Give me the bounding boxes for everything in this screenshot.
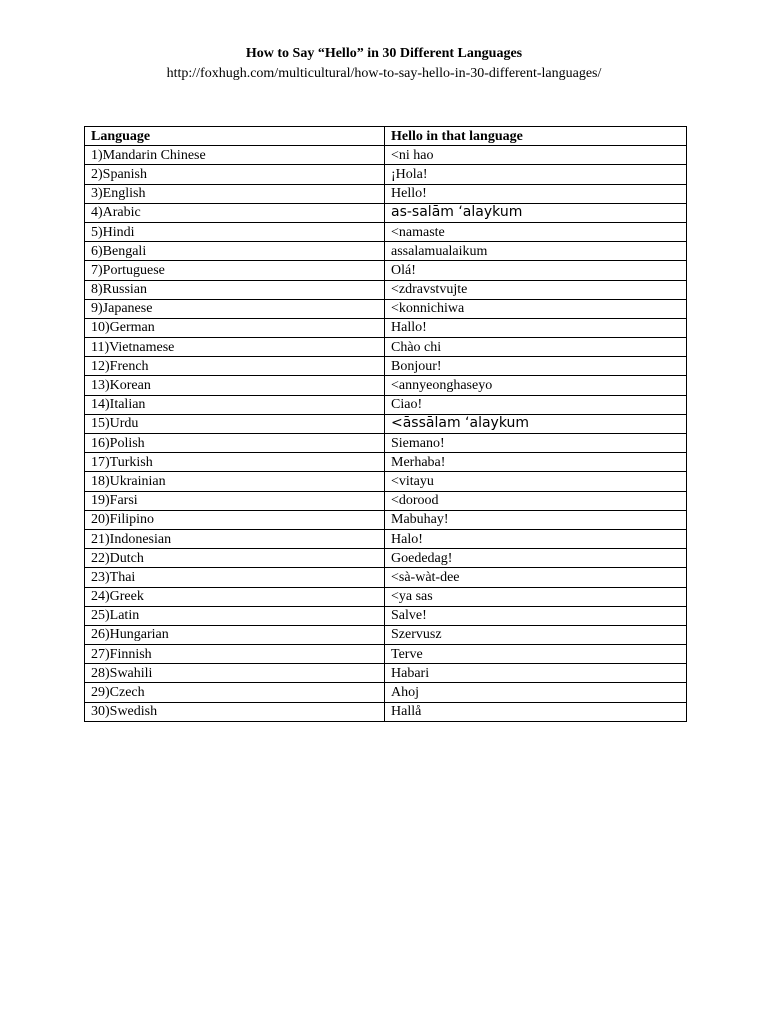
hello-cell: <sà-wàt-dee — [385, 568, 687, 587]
table-row — [85, 357, 687, 376]
language-cell: 5)Hindi — [85, 222, 385, 241]
language-cell: 14)Italian — [85, 395, 385, 414]
table-row — [85, 414, 687, 433]
language-cell: 4)Arabic — [85, 203, 385, 222]
table-row — [85, 318, 687, 337]
table-row — [85, 146, 687, 165]
document-header — [0, 44, 768, 84]
language-cell: 3)English — [85, 184, 385, 203]
hello-cell: Goededag! — [385, 549, 687, 568]
table-row — [85, 242, 687, 261]
hello-cell: Ahoj — [385, 683, 687, 702]
table-row — [85, 587, 687, 606]
hello-cell: assalamualaikum — [385, 242, 687, 261]
table-row — [85, 165, 687, 184]
table-row — [85, 625, 687, 644]
table-row — [85, 568, 687, 587]
language-cell: 1)Mandarin Chinese — [85, 146, 385, 165]
table-row — [85, 280, 687, 299]
hello-cell: Hallo! — [385, 318, 687, 337]
hello-cell: Merhaba! — [385, 453, 687, 472]
hello-cell: Olá! — [385, 261, 687, 280]
language-cell: 13)Korean — [85, 376, 385, 395]
table-row — [85, 222, 687, 241]
hello-cell: Terve — [385, 645, 687, 664]
hello-cell: <namaste — [385, 222, 687, 241]
language-cell: 19)Farsi — [85, 491, 385, 510]
table-row — [85, 606, 687, 625]
table-row — [85, 395, 687, 414]
table-row — [85, 491, 687, 510]
language-cell: 15)Urdu — [85, 414, 385, 433]
hello-cell: Halo! — [385, 529, 687, 548]
hello-cell: Hallå — [385, 702, 687, 721]
hello-cell: ¡Hola! — [385, 165, 687, 184]
hello-cell: Hello! — [385, 184, 687, 203]
hello-cell: Mabuhay! — [385, 510, 687, 529]
language-cell: 8)Russian — [85, 280, 385, 299]
hello-cell: <konnichiwa — [385, 299, 687, 318]
table-row — [85, 472, 687, 491]
table-row — [85, 299, 687, 318]
hello-cell: Siemano! — [385, 434, 687, 453]
language-cell: 30)Swedish — [85, 702, 385, 721]
language-cell: 10)German — [85, 318, 385, 337]
language-cell: 20)Filipino — [85, 510, 385, 529]
language-cell: 2)Spanish — [85, 165, 385, 184]
table-row — [85, 702, 687, 721]
language-cell: 16)Polish — [85, 434, 385, 453]
table-row — [85, 645, 687, 664]
language-cell: 28)Swahili — [85, 664, 385, 683]
table-row — [85, 510, 687, 529]
table-row — [85, 664, 687, 683]
source-url: http://foxhugh.com/multicultural/how-to-say-hello-in-30-different-languages/ — [166, 66, 602, 81]
table-row — [85, 529, 687, 548]
language-cell: 17)Turkish — [85, 453, 385, 472]
hello-cell: Chào chi — [385, 338, 687, 357]
language-cell: 21)Indonesian — [85, 529, 385, 548]
table-row — [85, 453, 687, 472]
table-row — [85, 376, 687, 395]
document-title: How to Say “Hello” in 30 Different Languages — [245, 46, 523, 61]
language-cell: 18)Ukrainian — [85, 472, 385, 491]
language-cell: 11)Vietnamese — [85, 338, 385, 357]
language-cell: 25)Latin — [85, 606, 385, 625]
table-row — [85, 338, 687, 357]
language-cell: 23)Thai — [85, 568, 385, 587]
language-cell: 7)Portuguese — [85, 261, 385, 280]
language-cell: 26)Hungarian — [85, 625, 385, 644]
hello-cell: <āssālam ‘alaykum — [385, 414, 687, 433]
hello-cell: Bonjour! — [385, 357, 687, 376]
hello-cell: <zdravstvujte — [385, 280, 687, 299]
hello-cell: <ni hao — [385, 146, 687, 165]
hello-cell: Szervusz — [385, 625, 687, 644]
table-header-row — [85, 127, 687, 146]
table-row — [85, 549, 687, 568]
hello-cell: as-salām ‘alaykum — [385, 203, 687, 222]
language-cell: 22)Dutch — [85, 549, 385, 568]
language-cell: 9)Japanese — [85, 299, 385, 318]
language-cell: 24)Greek — [85, 587, 385, 606]
table-row — [85, 683, 687, 702]
hello-cell: Salve! — [385, 606, 687, 625]
hello-cell: Ciao! — [385, 395, 687, 414]
table-row — [85, 203, 687, 222]
column-header-language: Language — [85, 127, 385, 146]
hello-cell: <vitayu — [385, 472, 687, 491]
table-row — [85, 184, 687, 203]
language-cell: 6)Bengali — [85, 242, 385, 261]
language-cell: 29)Czech — [85, 683, 385, 702]
hello-cell: Habari — [385, 664, 687, 683]
table-row — [85, 261, 687, 280]
languages-table — [84, 126, 687, 722]
column-header-hello: Hello in that language — [385, 127, 687, 146]
language-cell: 27)Finnish — [85, 645, 385, 664]
hello-cell: <dorood — [385, 491, 687, 510]
hello-cell: <annyeonghaseyo — [385, 376, 687, 395]
language-cell: 12)French — [85, 357, 385, 376]
table-body — [85, 146, 687, 722]
hello-cell: <ya sas — [385, 587, 687, 606]
table-row — [85, 434, 687, 453]
